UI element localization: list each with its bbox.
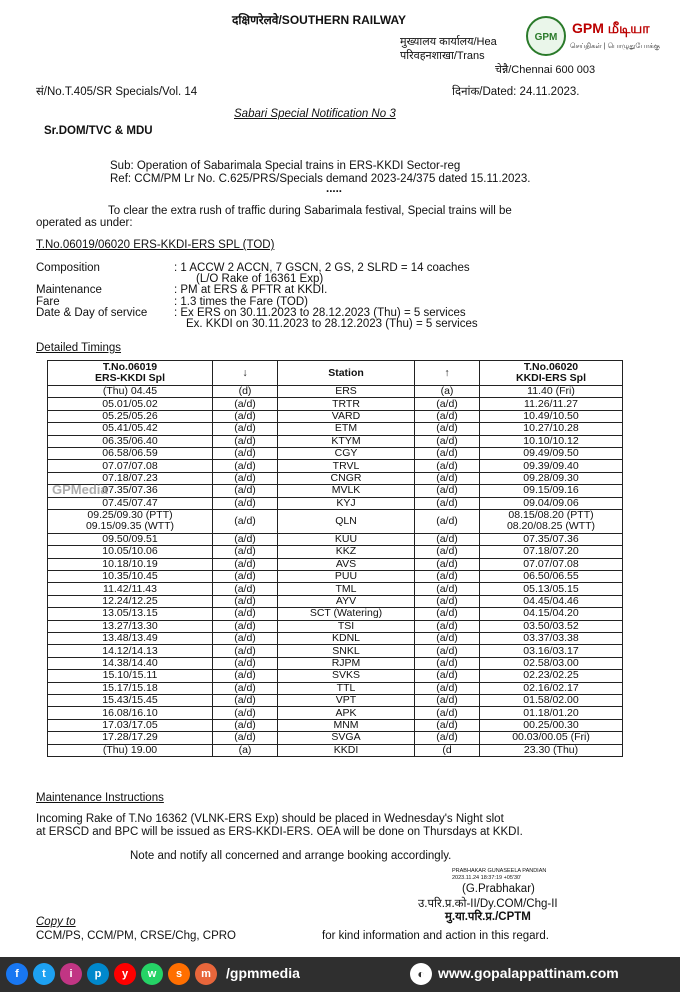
fare-value: : 1.3 times the Fare (TOD) (174, 296, 308, 308)
table-row (48, 423, 623, 435)
down-time-cell: 10.05/10.06 (48, 546, 213, 558)
station-cell: KDNL (278, 633, 415, 645)
up-time-cell: 07.18/07.20 (480, 546, 623, 558)
station-cell: RJPM (278, 657, 415, 669)
station-cell: KUU (278, 533, 415, 545)
station-cell: VARD (278, 410, 415, 422)
down-time-cell: 17.28/17.29 (48, 732, 213, 744)
table-row (48, 744, 623, 756)
down-flag-cell: (d) (213, 386, 278, 398)
composition-label: Composition (36, 262, 100, 274)
up-flag-cell: (a/d) (415, 583, 480, 595)
up-time-cell: 04.45/04.46 (480, 595, 623, 607)
table-row (48, 670, 623, 682)
station-cell: SVGA (278, 732, 415, 744)
header-down-train: T.No.06019 ERS-KKDI Spl (48, 361, 213, 386)
down-flag-cell: (a/d) (213, 633, 278, 645)
station-cell: QLN (278, 509, 415, 533)
up-flag-cell: (a/d) (415, 694, 480, 706)
down-time-cell: 09.25/09.30 (PTT) 09.15/09.35 (WTT) (48, 509, 213, 533)
table-row (48, 595, 623, 607)
station-cell: TRVL (278, 460, 415, 472)
up-time-cell: 10.10/10.12 (480, 435, 623, 447)
down-flag-cell: (a/d) (213, 645, 278, 657)
reference-number: सं/No.T.405/SR Specials/Vol. 14 (36, 86, 198, 98)
down-time-cell: 06.58/06.59 (48, 447, 213, 459)
maintenance-label: Maintenance (36, 284, 102, 296)
up-flag-cell: (a/d) (415, 633, 480, 645)
down-time-cell: 07.18/07.23 (48, 472, 213, 484)
up-time-cell: 07.07/07.08 (480, 558, 623, 570)
table-row (48, 509, 623, 533)
globe-icon: ◐ (410, 963, 432, 985)
station-cell: AYV (278, 595, 415, 607)
table-row (48, 682, 623, 694)
down-flag-cell: (a/d) (213, 533, 278, 545)
down-time-cell: 14.38/14.40 (48, 657, 213, 669)
table-row (48, 657, 623, 669)
reference-line: Ref: CCM/PM Lr No. C.625/PRS/Specials demand 2023-24/375 dated 15.11.2023. (110, 173, 531, 185)
up-time-cell: 09.28/09.30 (480, 472, 623, 484)
down-flag-cell: (a/d) (213, 497, 278, 509)
station-cell: KTYM (278, 435, 415, 447)
station-cell: MNM (278, 719, 415, 731)
facebook-icon[interactable]: f (6, 963, 28, 985)
up-time-cell: 05.13/05.15 (480, 583, 623, 595)
up-flag-cell: (a/d) (415, 447, 480, 459)
addressee: Sr.DOM/TVC & MDU (44, 125, 153, 137)
up-flag-cell: (a/d) (415, 435, 480, 447)
down-time-cell: 15.10/15.11 (48, 670, 213, 682)
up-flag-cell: (d (415, 744, 480, 756)
table-row (48, 386, 623, 398)
station-cell: SVKS (278, 670, 415, 682)
up-time-cell: 00.03/00.05 (Fri) (480, 732, 623, 744)
table-row (48, 732, 623, 744)
table-row (48, 485, 623, 497)
social-handle[interactable]: /gpmmedia (226, 965, 300, 981)
station-cell: KKZ (278, 546, 415, 558)
down-flag-cell: (a/d) (213, 435, 278, 447)
station-cell: PUU (278, 571, 415, 583)
table-row (48, 472, 623, 484)
maintenance-line-2: at ERSCD and BPC will be issued as ERS-KKDI-ERS. OEA will be done on Thursdays at KKDI. (36, 826, 523, 838)
down-flag-cell: (a/d) (213, 657, 278, 669)
logo-brand: GPM மீடியா (572, 20, 650, 36)
down-flag-cell: (a/d) (213, 719, 278, 731)
table-row (48, 633, 623, 645)
up-time-cell: 01.58/02.00 (480, 694, 623, 706)
station-cell: TML (278, 583, 415, 595)
up-flag-cell: (a/d) (415, 719, 480, 731)
sharechat-icon[interactable]: s (168, 963, 190, 985)
station-cell: VPT (278, 694, 415, 706)
up-time-cell: 01.18/01.20 (480, 707, 623, 719)
station-cell: AVS (278, 558, 415, 570)
up-flag-cell: (a/d) (415, 423, 480, 435)
table-row (48, 497, 623, 509)
up-flag-cell: (a/d) (415, 558, 480, 570)
table-row (48, 533, 623, 545)
service-ers: : Ex ERS on 30.11.2023 to 28.12.2023 (Thu) = 5 services (174, 307, 466, 319)
social-footer (0, 957, 680, 992)
subject-line: Sub: Operation of Sabarimala Special trains in ERS-KKDI Sector-reg (110, 160, 461, 172)
down-time-cell: 15.43/15.45 (48, 694, 213, 706)
table-row (48, 410, 623, 422)
down-flag-cell: (a/d) (213, 583, 278, 595)
down-flag-cell: (a/d) (213, 447, 278, 459)
up-flag-cell: (a/d) (415, 533, 480, 545)
up-flag-cell: (a) (415, 386, 480, 398)
down-time-cell: 07.45/07.47 (48, 497, 213, 509)
down-time-cell: 13.48/13.49 (48, 633, 213, 645)
down-flag-cell: (a/d) (213, 608, 278, 620)
composition-note: (L/O Rake of 16361 Exp) (196, 273, 324, 285)
train-heading: T.No.06019/06020 ERS-KKDI-ERS SPL (TOD) (36, 239, 275, 251)
down-time-cell: 05.41/05.42 (48, 423, 213, 435)
down-time-cell: 05.25/05.26 (48, 410, 213, 422)
down-time-cell: 16.08/16.10 (48, 707, 213, 719)
table-row (48, 546, 623, 558)
digital-sign-date: 2023.11.24 18:37:19 +05'30' (452, 875, 522, 881)
station-cell: KYJ (278, 497, 415, 509)
service-kkdi: Ex. KKDI on 30.11.2023 to 28.12.2023 (Thu) = 5 services (186, 318, 478, 330)
booking-note: Note and notify all concerned and arrange booking accordingly. (130, 850, 452, 862)
down-time-cell: 10.18/10.19 (48, 558, 213, 570)
header-up-arrow: ↑ (415, 361, 480, 386)
down-flag-cell: (a/d) (213, 509, 278, 533)
table-row (48, 608, 623, 620)
up-flag-cell: (a/d) (415, 410, 480, 422)
down-flag-cell: (a/d) (213, 694, 278, 706)
logo-tagline: செய்திகள் | பொழுதுபோக்கு (570, 43, 660, 50)
up-time-cell: 09.39/09.40 (480, 460, 623, 472)
header-up-train: T.No.06020 KKDI-ERS Spl (480, 361, 623, 386)
table-row (48, 694, 623, 706)
up-time-cell: 10.27/10.28 (480, 423, 623, 435)
up-time-cell: 03.16/03.17 (480, 645, 623, 657)
down-flag-cell: (a) (213, 744, 278, 756)
table-row (48, 571, 623, 583)
dots-separator: ..... (326, 183, 342, 195)
whatsapp-icon[interactable]: w (141, 963, 163, 985)
down-flag-cell: (a/d) (213, 620, 278, 632)
up-time-cell: 03.50/03.52 (480, 620, 623, 632)
station-cell: TRTR (278, 398, 415, 410)
down-time-cell: 10.35/10.45 (48, 571, 213, 583)
station-cell: SCT (Watering) (278, 608, 415, 620)
table-row (48, 558, 623, 570)
down-flag-cell: (a/d) (213, 707, 278, 719)
station-cell: CGY (278, 447, 415, 459)
station-cell: TSI (278, 620, 415, 632)
signatory-designation-1: उ.परि.प्र.को-II/Dy.COM/Chg-II (418, 898, 558, 910)
down-time-cell: 13.05/13.15 (48, 608, 213, 620)
table-row (48, 583, 623, 595)
down-flag-cell: (a/d) (213, 546, 278, 558)
maintenance-line-1: Incoming Rake of T.No 16362 (VLNK-ERS Exp) should be placed in Wednesday's Night slot (36, 813, 504, 825)
twitter-icon[interactable]: t (33, 963, 55, 985)
digital-sign-name: PRABHAKAR GUNASEELA PANDIAN (452, 868, 547, 874)
up-flag-cell: (a/d) (415, 732, 480, 744)
up-time-cell: 09.04/09.06 (480, 497, 623, 509)
down-time-cell: 06.35/06.40 (48, 435, 213, 447)
header-down-arrow: ↓ (213, 361, 278, 386)
up-time-cell: 03.37/03.38 (480, 633, 623, 645)
down-flag-cell: (a/d) (213, 410, 278, 422)
down-time-cell: 09.50/09.51 (48, 533, 213, 545)
up-flag-cell: (a/d) (415, 546, 480, 558)
up-time-cell: 11.40 (Fri) (480, 386, 623, 398)
down-flag-cell: (a/d) (213, 423, 278, 435)
down-time-cell: 07.35/07.36 (48, 485, 213, 497)
up-time-cell: 02.23/02.25 (480, 670, 623, 682)
down-time-cell: 05.01/05.02 (48, 398, 213, 410)
table-row (48, 398, 623, 410)
table-header-row (48, 361, 623, 386)
up-flag-cell: (a/d) (415, 571, 480, 583)
up-time-cell: 00.25/00.30 (480, 719, 623, 731)
station-cell: ERS (278, 386, 415, 398)
down-flag-cell: (a/d) (213, 682, 278, 694)
station-cell: KKDI (278, 744, 415, 756)
gpm-logo-mark: GPM (526, 16, 566, 56)
station-cell: SNKL (278, 645, 415, 657)
fare-label: Fare (36, 296, 60, 308)
up-flag-cell: (a/d) (415, 670, 480, 682)
up-time-cell: 10.49/10.50 (480, 410, 623, 422)
up-flag-cell: (a/d) (415, 509, 480, 533)
service-label: Date & Day of service (36, 307, 148, 319)
table-row (48, 707, 623, 719)
up-flag-cell: (a/d) (415, 595, 480, 607)
down-flag-cell: (a/d) (213, 398, 278, 410)
down-flag-cell: (a/d) (213, 595, 278, 607)
down-time-cell: 07.07/07.08 (48, 460, 213, 472)
up-time-cell: 11.26/11.27 (480, 398, 623, 410)
table-row (48, 460, 623, 472)
copy-to-purpose: for kind information and action in this regard. (322, 930, 549, 942)
timings-heading: Detailed Timings (36, 342, 122, 354)
down-flag-cell: (a/d) (213, 472, 278, 484)
timings-table (47, 360, 623, 757)
down-time-cell: 11.42/11.43 (48, 583, 213, 595)
signatory-designation-2: मु.या.परि.प्र./CPTM (445, 911, 531, 923)
composition-value: : 1 ACCW 2 ACCN, 7 GSCN, 2 GS, 2 SLRD = 14 coaches (174, 262, 470, 274)
office-line-3: चेन्नै/Chennai 600 003 (495, 64, 596, 76)
station-cell: TTL (278, 682, 415, 694)
website-link[interactable]: www.gopalappattinam.com (438, 965, 619, 981)
up-time-cell: 02.58/03.00 (480, 657, 623, 669)
intro-line-2: operated as under: (36, 217, 133, 229)
header-station: Station (278, 361, 415, 386)
up-flag-cell: (a/d) (415, 398, 480, 410)
instagram-icon[interactable]: i (60, 963, 82, 985)
down-time-cell: 12.24/12.25 (48, 595, 213, 607)
up-time-cell: 09.15/09.16 (480, 485, 623, 497)
station-cell: MVLK (278, 485, 415, 497)
up-flag-cell: (a/d) (415, 657, 480, 669)
notification-title: Sabari Special Notification No 3 (234, 108, 396, 120)
up-time-cell: 09.49/09.50 (480, 447, 623, 459)
up-time-cell: 08.15/08.20 (PTT) 08.20/08.25 (WTT) (480, 509, 623, 533)
up-time-cell: 23.30 (Thu) (480, 744, 623, 756)
message-icon[interactable]: m (195, 963, 217, 985)
table-row (48, 435, 623, 447)
office-line-1: मुख्यालय कार्यालय/Hea (400, 36, 497, 48)
down-flag-cell: (a/d) (213, 571, 278, 583)
intro-line-1: To clear the extra rush of traffic during Sabarimala festival, Special trains will be (108, 205, 512, 217)
up-flag-cell: (a/d) (415, 472, 480, 484)
up-time-cell: 06.50/06.55 (480, 571, 623, 583)
down-flag-cell: (a/d) (213, 485, 278, 497)
maintenance-value: : PM at ERS & PFTR at KKDI. (174, 284, 328, 296)
down-time-cell: (Thu) 19.00 (48, 744, 213, 756)
station-cell: CNGR (278, 472, 415, 484)
up-flag-cell: (a/d) (415, 645, 480, 657)
down-time-cell: 13.27/13.30 (48, 620, 213, 632)
down-flag-cell: (a/d) (213, 558, 278, 570)
signatory-name: (G.Prabhakar) (462, 883, 535, 895)
office-line-2: परिवहनशाखा/Trans (400, 50, 485, 62)
table-row (48, 620, 623, 632)
up-time-cell: 04.15/04.20 (480, 608, 623, 620)
down-time-cell: 15.17/15.18 (48, 682, 213, 694)
table-row (48, 645, 623, 657)
up-flag-cell: (a/d) (415, 682, 480, 694)
up-flag-cell: (a/d) (415, 460, 480, 472)
up-flag-cell: (a/d) (415, 497, 480, 509)
copy-to-list: CCM/PS, CCM/PM, CRSE/Chg, CPRO (36, 930, 236, 942)
maintenance-heading: Maintenance Instructions (36, 792, 164, 804)
railway-title: दक्षिणरेलवे/SOUTHERN RAILWAY (232, 13, 407, 27)
down-time-cell: 14.12/14.13 (48, 645, 213, 657)
youtube-icon[interactable]: y (114, 963, 136, 985)
down-flag-cell: (a/d) (213, 460, 278, 472)
up-flag-cell: (a/d) (415, 620, 480, 632)
telegram-icon[interactable]: p (87, 963, 109, 985)
watermark: GPMedia (52, 482, 108, 497)
station-cell: APK (278, 707, 415, 719)
station-cell: ETM (278, 423, 415, 435)
gpm-media-logo (524, 14, 674, 62)
down-flag-cell: (a/d) (213, 670, 278, 682)
up-flag-cell: (a/d) (415, 485, 480, 497)
up-time-cell: 02.16/02.17 (480, 682, 623, 694)
table-row (48, 447, 623, 459)
down-flag-cell: (a/d) (213, 732, 278, 744)
up-flag-cell: (a/d) (415, 707, 480, 719)
up-time-cell: 07.35/07.36 (480, 533, 623, 545)
table-row (48, 719, 623, 731)
letter-date: दिनांक/Dated: 24.11.2023. (452, 86, 580, 98)
up-flag-cell: (a/d) (415, 608, 480, 620)
down-time-cell: (Thu) 04.45 (48, 386, 213, 398)
copy-to-heading: Copy to (36, 916, 76, 928)
down-time-cell: 17.03/17.05 (48, 719, 213, 731)
